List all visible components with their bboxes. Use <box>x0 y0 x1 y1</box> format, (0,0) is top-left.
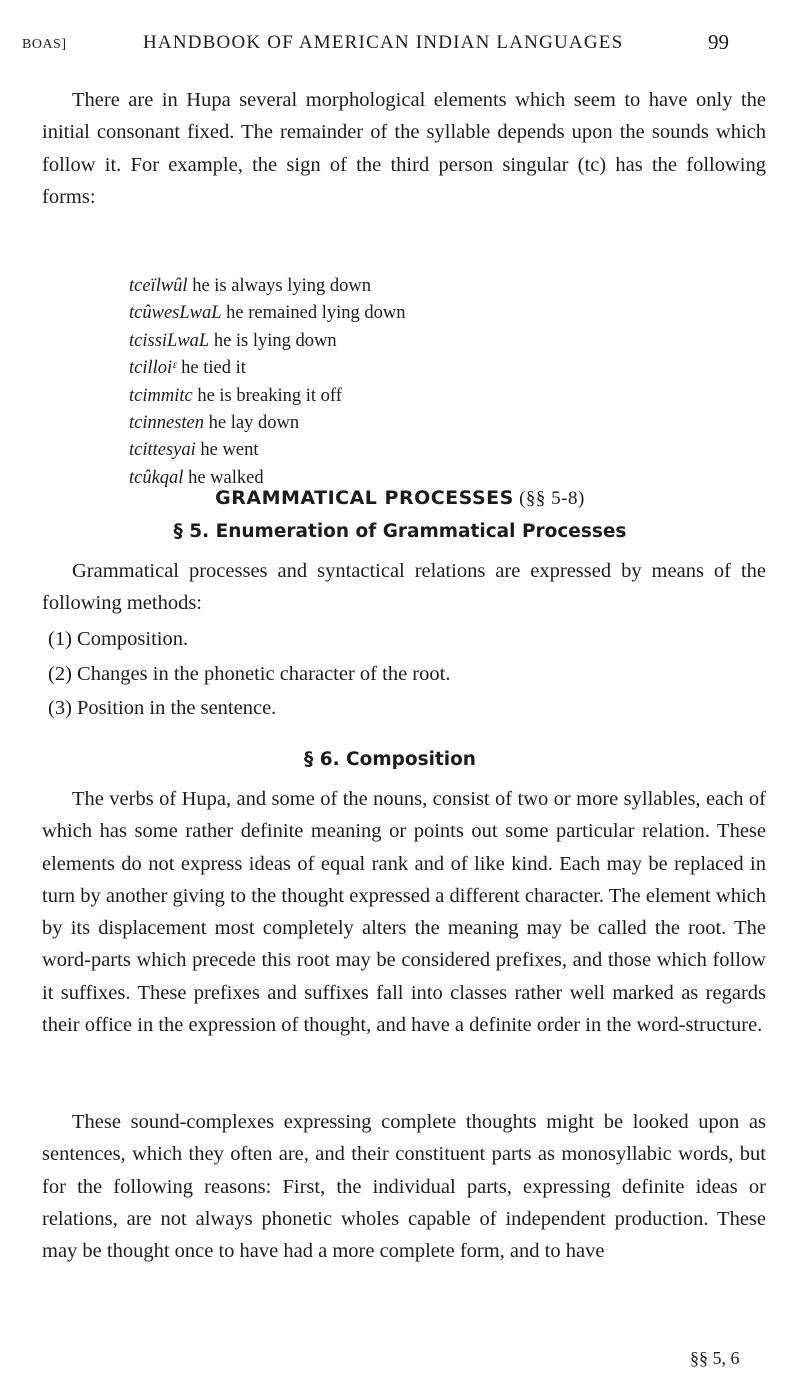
example-list <box>129 273 405 492</box>
example-form: tcissiLwaL <box>129 330 210 351</box>
list-item: (3) Position in the sentence. <box>48 697 277 719</box>
intro-paragraph: There are in Hupa several morphological elements which seem to have only the initial consonant fixed. The remainder of the syllable depends upon the sounds which follow it. For example, the sign of the third person singular (tc) has the following forms: <box>42 89 766 208</box>
example-form: tcinnesten <box>129 413 205 434</box>
running-header <box>0 28 800 58</box>
example-gloss: he walked <box>188 467 264 488</box>
list-item: (1) Composition. <box>48 628 189 650</box>
example-item <box>129 328 405 355</box>
chapter-title: GRAMMATICAL PROCESSES <box>215 487 514 509</box>
process-list <box>48 622 450 726</box>
section-5-paragraph: Grammatical processes and syntactical relations are expressed by means of the following methods: <box>42 560 766 615</box>
example-gloss: he is breaking it off <box>197 385 342 406</box>
example-gloss: he tied it <box>181 358 246 379</box>
example-gloss: he went <box>200 440 259 461</box>
example-item <box>129 383 405 410</box>
section-6-heading: § 6. Composition <box>304 749 476 770</box>
example-form: tceïlwûl <box>129 276 188 296</box>
section-6-paragraph-1: The verbs of Hupa, and some of the nouns, consist of two or more syllables, each of which has some rather definite meaning or points out some particular relation. These elements do not express ideas of equal rank and of like kind. Each may be replaced in turn by another giving to the thought expressed a different character. The element which by its displacement most completely alters the meaning may be called the root. The word-parts which precede this root may be considered prefixes, and those which follow it suffixes. These prefixes and suffixes fall into classes rather well marked as regards their office in the expression of thought, and have a definite order in the word-structure. <box>42 788 766 1037</box>
section-6-paragraph-2: These sound-complexes expressing complete thoughts might be looked upon as sentences, which they often are, and their constituent parts as monosyllabic words, but for the following reasons: First, the individual parts, expressing definite ideas or relations, are not always phonetic wholes capable of independent production. These may be thought once to have had a more complete form, and to have <box>42 1111 766 1263</box>
example-gloss: he is lying down <box>213 330 337 351</box>
section-5-heading: § 5. Enumeration of Grammatical Processes <box>173 521 627 542</box>
header-author: BOAS] <box>22 37 67 52</box>
page-number: 99 <box>708 30 729 54</box>
example-item <box>129 437 405 464</box>
example-form: tcûkqal <box>129 467 184 488</box>
footer-section-ref: §§ 5, 6 <box>690 1348 740 1368</box>
example-item <box>129 300 405 327</box>
chapter-heading <box>0 487 800 510</box>
list-item: (2) Changes in the phonetic character of the root. <box>48 662 451 685</box>
example-gloss: he lay down <box>208 413 300 434</box>
example-form: tcittesyai <box>129 440 196 461</box>
example-item <box>129 355 405 382</box>
example-form: tcûwesLwaL <box>129 303 222 324</box>
example-item <box>129 273 405 300</box>
example-gloss: he is always lying down <box>192 276 372 296</box>
chapter-section-ref: (§§ 5-8) <box>519 488 585 509</box>
example-form: tcimmitc <box>129 385 193 406</box>
example-gloss: he remained lying down <box>226 303 406 324</box>
example-item <box>129 410 405 437</box>
example-form: tcilloiᵋ <box>129 358 177 379</box>
header-title: HANDBOOK OF AMERICAN INDIAN LANGUAGES <box>143 32 624 53</box>
